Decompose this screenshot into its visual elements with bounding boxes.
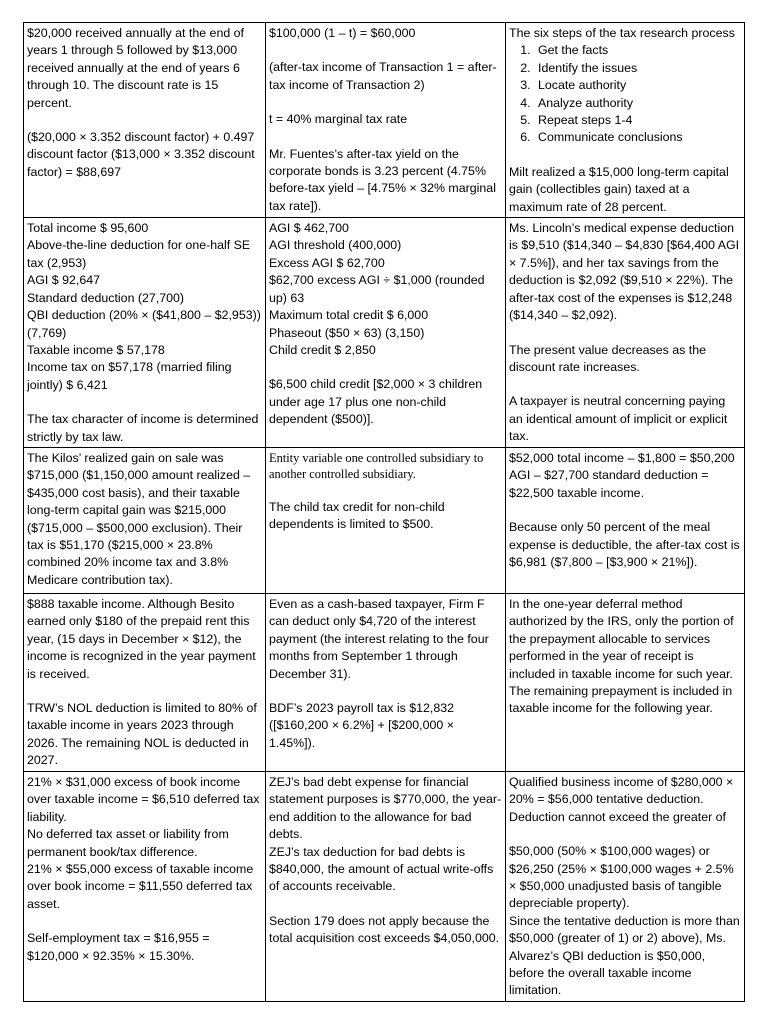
answer-paragraph: The present value decreases as the discount rate increases. (509, 342, 706, 374)
answer-cell (266, 218, 506, 448)
table-row (24, 218, 745, 448)
answer-paragraph: Qualified business income of $280,000 × 20% = $56,000 tentative deduction. Deduction cannot exceed the greater of (509, 774, 734, 824)
answer-table (23, 22, 745, 1002)
answer-paragraph: TRW’s NOL deduction is limited to 80% of taxable income in years 2023 through 2026. The remaining NOL is deducted in 2027. (27, 700, 257, 768)
table-row (24, 593, 745, 771)
answer-sheet (23, 22, 744, 1002)
answer-paragraph: Because only 50 percent of the meal expense is deductible, the after-tax cost is $6,981 ($7,800 – [$3,900 × 21%]). (509, 520, 740, 569)
answer-paragraph: Even as a cash-based taxpayer, Firm F can deduct only $4,720 of the interest payment (the interest relating to the four months from September 1 through December 31). (269, 596, 489, 681)
list-item: 5. Repeat steps 1-4 (534, 112, 741, 129)
list-item: 2. Identify the issues (534, 60, 741, 77)
answer-paragraph: Section 179 does not apply because the total acquisition cost exceeds $4,050,000. (269, 913, 500, 946)
answer-paragraph: ZEJ’s bad debt expense for financial statement purposes is $770,000, the year-end addition to the allowance for bad debts. ZEJ’s tax deduction for bad debts is $840,000, the amount of actual write-offs of accounts receivable. (269, 774, 502, 894)
answer-paragraph: $100,000 (1 – t) = $60,000 (269, 26, 416, 40)
answer-paragraph: In the one-year deferral method authorized by the IRS, only the portion of the prepayment allocable to services performed in the year of receipt is included in taxable income for such year. The remaining prepayment is included in taxable income for the following year. (509, 596, 734, 716)
answer-cell (506, 218, 745, 448)
answer-cell (506, 593, 745, 771)
answer-cell (24, 218, 266, 448)
answer-cell (24, 771, 266, 1001)
answer-cell (506, 23, 745, 218)
table-row (24, 23, 745, 218)
computation-block: Total income $ 95,600 Above-the-line deduction for one-half SE tax (2,953) AGI $ 92,647 Standard deduction (27,700) QBI deduction (20% × ($41,800 – $2,953)) (7,769) Taxable income $ 57,178 Income tax on $57,178 (married filing jointly) $ 6,421 (27, 221, 261, 392)
answer-cell (24, 593, 266, 771)
answer-paragraph: The Kilos’ realized gain on sale was $715,000 ($1,150,000 amount realized – $435,000 cost basis), and their taxable long-term capital gain was $215,000 ($715,000 – $500,000 exclusion). Their tax is $51,170 ($215,000 × 23.8% combined 20% income tax and 3.8% Medicare contribution tax). (27, 450, 251, 587)
list-item: 6. Communicate conclusions (534, 129, 741, 146)
list-item: 3. Locate authority (534, 77, 741, 94)
answer-cell (506, 771, 745, 1001)
computation-block: AGI $ 462,700 AGI threshold (400,000) Excess AGI $ 62,700 $62,700 excess AGI ÷ $1,000 (rounded up) 63 Maximum total credit $ 6,000 Phaseout ($50 × 63) (3,150) Child credit $ 2,850 (269, 221, 485, 357)
answer-paragraph: A taxpayer is neutral concerning paying an identical amount of implicit or explicit tax. (509, 394, 728, 444)
list-item: 4. Analyze authority (534, 95, 741, 112)
answer-paragraph: $888 taxable income. Although Besito earned only $180 of the prepaid rent this year, (15 days in December × $12), the income is recognized in the year payment is received. (27, 596, 256, 681)
answer-paragraph: Milt realized a $15,000 long-term capital gain (collectibles gain) taxed at a maximum rate of 28 percent. (509, 164, 729, 214)
list-item: 1. Get the facts (534, 42, 741, 59)
answer-paragraph: The child tax credit for non-child dependents is limited to $500. (269, 499, 445, 532)
answer-paragraph: The tax character of income is determined strictly by tax law. (27, 412, 259, 444)
answer-paragraph: t = 40% marginal tax rate (269, 112, 408, 127)
research-steps-list (509, 42, 741, 146)
answer-paragraph: ($20,000 × 3.352 discount factor) + 0.497 discount factor ($13,000 × 3.352 discount factor) = $88,697 (27, 130, 255, 179)
table-row (24, 447, 745, 593)
answer-cell (24, 447, 266, 593)
answer-paragraph: $6,500 child credit [$2,000 × 3 children under age 17 plus one non-child dependent ($500)]. (269, 377, 483, 427)
answer-cell (266, 771, 506, 1001)
answer-paragraph: $52,000 total income – $1,800 = $50,200 AGI – $27,700 standard deduction = $22,500 taxable income. (509, 450, 735, 500)
answer-cell (266, 23, 506, 218)
answer-paragraph: Mr. Fuentes’s after-tax yield on the corporate bonds is 3.23 percent (4.75% before-tax yield – [4.75% × 32% marginal tax rate]). (269, 146, 496, 213)
answer-cell (506, 447, 745, 593)
answer-paragraph: $20,000 received annually at the end of years 1 through 5 followed by $13,000 received annually at the end of years 6 through 10. The discount rate is 15 percent. (27, 26, 244, 110)
answer-paragraph: (after-tax income of Transaction 1 = after-tax income of Transaction 2) (269, 60, 497, 92)
answer-cell (24, 23, 266, 218)
answer-paragraph: Entity variable one controlled subsidiary to another controlled subsidiary. (269, 450, 484, 481)
answer-paragraph: 21% × $31,000 excess of book income over taxable income = $6,510 deferred tax liability. No deferred tax asset or liability from permanent book/tax difference. 21% × $55,000 excess of taxable income over book income = $11,550 deferred tax asset. (27, 774, 260, 911)
answer-paragraph: BDF’s 2023 payroll tax is $12,832 ([$160,200 × 6.2%] + [$200,000 × 1.45%]). (269, 700, 455, 750)
list-heading: The six steps of the tax research process (509, 26, 735, 40)
answer-paragraph: Self-employment tax = $16,955 = $120,000 × 92.35% × 15.30%. (27, 931, 210, 963)
answer-paragraph: Ms. Lincoln’s medical expense deduction is $9,510 ($14,340 – $4,830 [$64,400 AGI × 7.5%]), and her tax savings from the deduction is $2,092 ($9,510 × 22%). The after-tax cost of the expenses is $12,248 ($14,340 – $2,092). (509, 221, 740, 323)
answer-cell (266, 593, 506, 771)
table-row (24, 771, 745, 1001)
answer-cell (266, 447, 506, 593)
answer-paragraph: $50,000 (50% × $100,000 wages) or $26,250 (25% × $100,000 wages + 2.5% × $50,000 unadjusted basis of tangible depreciable property). Since the tentative deduction is more than $50,000 (greater of 1) or 2) above), Ms. Alvarez’s QBI deduction is $50,000, before the overall taxable income limitation. (509, 844, 740, 998)
